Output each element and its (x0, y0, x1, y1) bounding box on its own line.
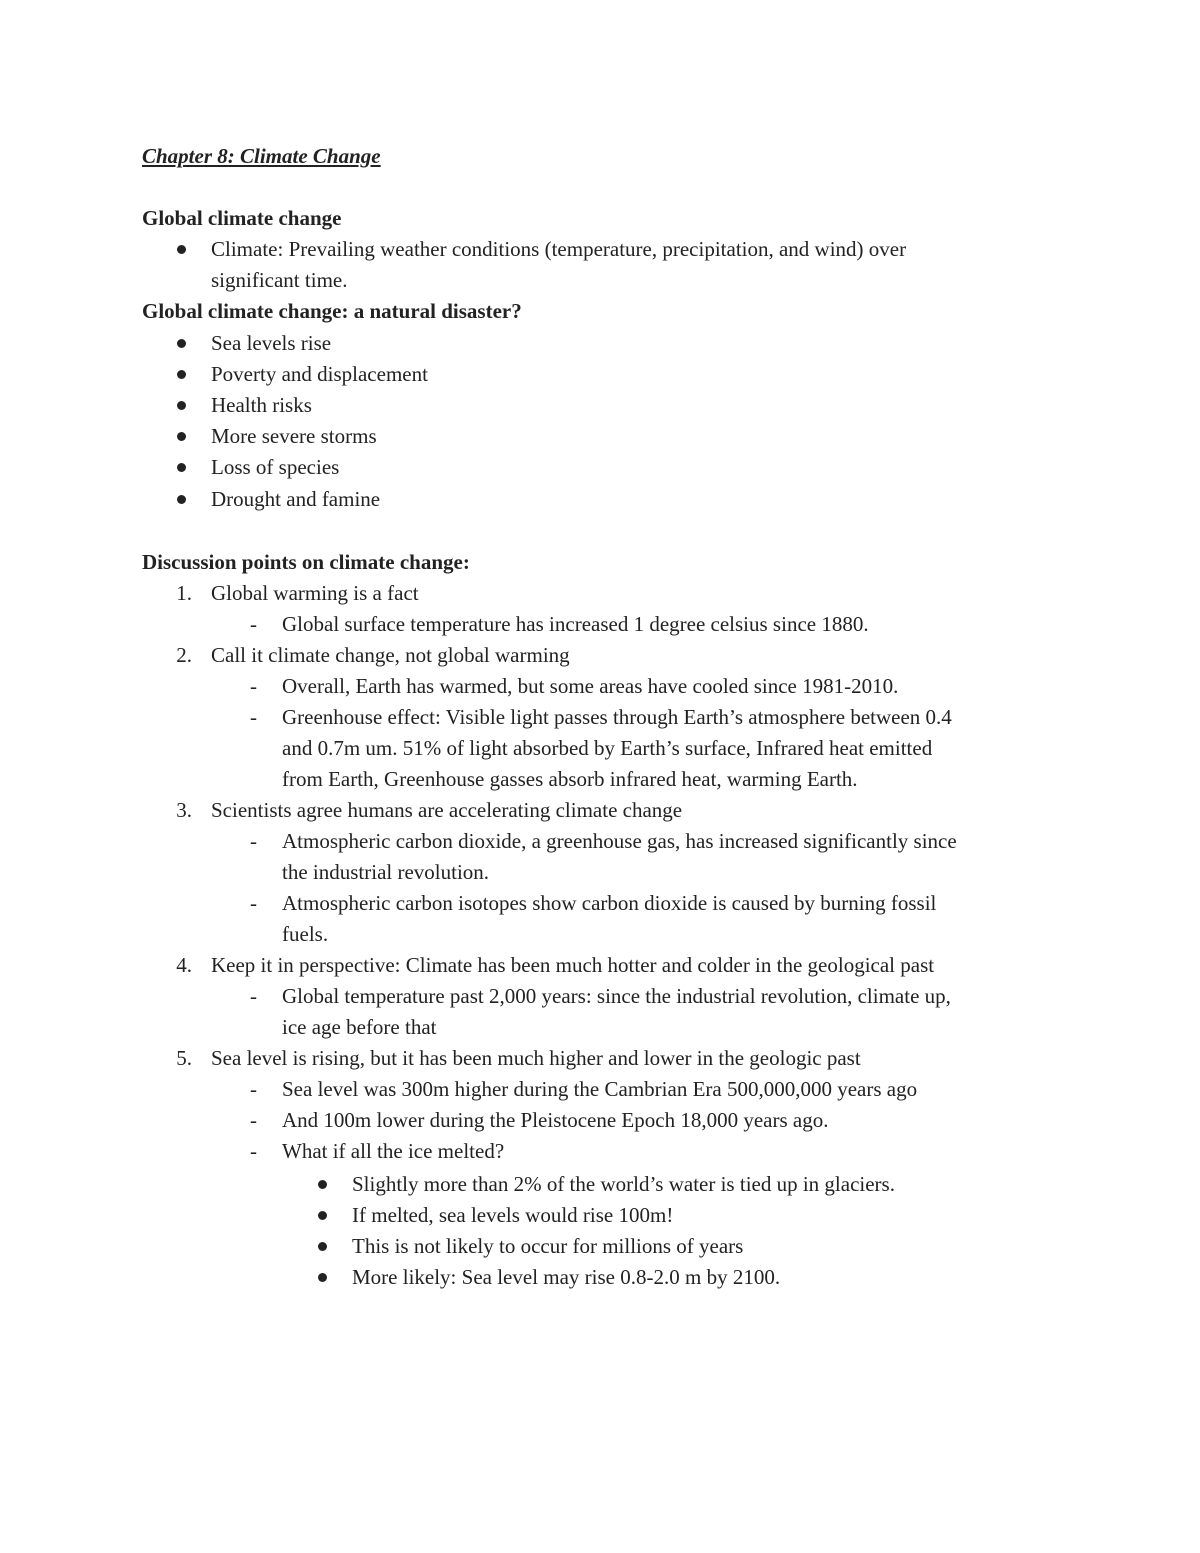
bullet-icon (177, 463, 186, 472)
list-number: 2. (176, 643, 192, 667)
sub-item-text: Global surface temperature has increased 1 degree celsius since 1880. (282, 612, 869, 636)
sub-item-text: and 0.7m um. 51% of light absorbed by Earth’s surface, Infrared heat emitted (282, 736, 933, 760)
bullet-icon (318, 1273, 327, 1282)
sub-item-text: Atmospheric carbon isotopes show carbon dioxide is caused by burning fossil (282, 891, 937, 915)
sub-item-text: Greenhouse effect: Visible light passes through Earth’s atmosphere between 0.4 (282, 705, 952, 729)
sub-item-text: Sea level was 300m higher during the Cambrian Era 500,000,000 years ago (282, 1077, 918, 1101)
climate-definition-line2: significant time. (211, 268, 348, 292)
list-number: 1. (176, 581, 192, 605)
numbered-item-text: Global warming is a fact (211, 581, 419, 605)
nested-bullet-text: If melted, sea levels would rise 100m! (352, 1203, 674, 1227)
sub-item-text: the industrial revolution. (282, 860, 490, 884)
numbered-item-text: Keep it in perspective: Climate has been much hotter and colder in the geological past (211, 953, 935, 977)
sub-item-text: What if all the ice melted? (282, 1139, 505, 1163)
sub-item-text: Global temperature past 2,000 years: since the industrial revolution, climate up, (282, 984, 951, 1008)
dash-marker: - (250, 984, 257, 1008)
dash-marker: - (250, 891, 257, 915)
dash-marker: - (250, 829, 257, 853)
dash-marker: - (250, 1108, 257, 1132)
list-item: Poverty and displacement (211, 362, 428, 386)
list-item: Loss of species (211, 455, 340, 479)
sub-item-text: And 100m lower during the Pleistocene Epoch 18,000 years ago. (282, 1108, 829, 1132)
numbered-item-text: Sea level is rising, but it has been much higher and lower in the geologic past (211, 1046, 861, 1070)
list-item: More severe storms (211, 424, 377, 448)
bullet-icon (177, 401, 186, 410)
numbered-item-text: Scientists agree humans are accelerating climate change (211, 798, 683, 822)
nested-bullet-text: Slightly more than 2% of the world’s water is tied up in glaciers. (352, 1172, 895, 1196)
sub-item-text: fuels. (282, 922, 329, 946)
list-number: 4. (176, 953, 192, 977)
sub-item-text: ice age before that (282, 1015, 437, 1039)
dash-marker: - (250, 674, 257, 698)
dash-marker: - (250, 1077, 257, 1101)
list-item: Health risks (211, 393, 312, 417)
sub-item-text: Overall, Earth has warmed, but some areas have cooled since 1981-2010. (282, 674, 899, 698)
bullet-icon (177, 370, 186, 379)
numbered-item-text: Call it climate change, not global warming (211, 643, 570, 667)
list-number: 5. (176, 1046, 192, 1070)
section-heading-global-climate-change: Global climate change (142, 206, 342, 230)
bullet-icon (177, 339, 186, 348)
sub-item-text: Atmospheric carbon dioxide, a greenhouse gas, has increased significantly since (282, 829, 957, 853)
section-heading-discussion-points: Discussion points on climate change: (142, 550, 470, 574)
list-item: Sea levels rise (211, 331, 332, 355)
dash-marker: - (250, 705, 257, 729)
list-number: 3. (176, 798, 192, 822)
nested-bullet-text: This is not likely to occur for millions of years (352, 1234, 744, 1258)
bullet-icon (318, 1180, 327, 1189)
section-heading-natural-disaster: Global climate change: a natural disaster? (142, 299, 522, 323)
bullet-icon (177, 245, 186, 254)
bullet-icon (177, 495, 186, 504)
list-item: Drought and famine (211, 487, 381, 511)
nested-bullet-text: More likely: Sea level may rise 0.8-2.0 m by 2100. (352, 1265, 781, 1289)
bullet-icon (318, 1242, 327, 1251)
dash-marker: - (250, 1139, 257, 1163)
climate-definition-line1: Climate: Prevailing weather conditions (temperature, precipitation, and wind) over (211, 237, 907, 261)
sub-item-text: from Earth, Greenhouse gasses absorb infrared heat, warming Earth. (282, 767, 858, 791)
bullet-icon (177, 432, 186, 441)
dash-marker: - (250, 612, 257, 636)
bullet-icon (318, 1211, 327, 1220)
page-title: Chapter 8: Climate Change (142, 144, 381, 168)
